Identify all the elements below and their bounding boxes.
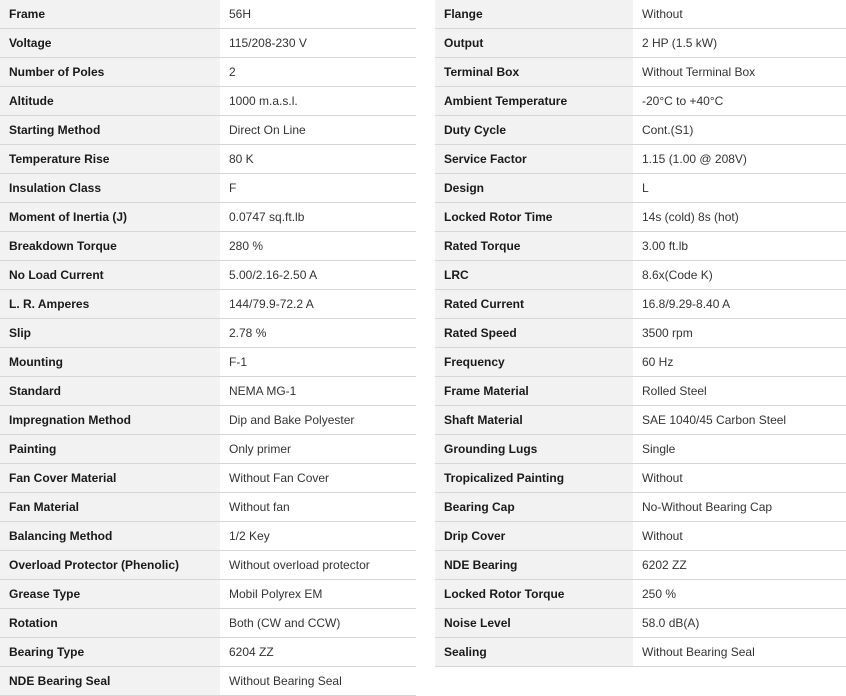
spec-label: Rotation: [0, 609, 220, 638]
spec-value: Only primer: [220, 435, 416, 464]
table-row: [0, 377, 416, 406]
table-row: [0, 0, 416, 29]
spec-value: 3500 rpm: [633, 319, 846, 348]
table-row: [0, 348, 416, 377]
spec-value: 80 K: [220, 145, 416, 174]
table-row: [435, 551, 846, 580]
spec-value: Mobil Polyrex EM: [220, 580, 416, 609]
spec-label: Drip Cover: [435, 522, 633, 551]
spec-value: 280 %: [220, 232, 416, 261]
spec-value: 5.00/2.16-2.50 A: [220, 261, 416, 290]
spec-value: 56H: [220, 0, 416, 29]
spec-value: 2: [220, 58, 416, 87]
table-row: [0, 58, 416, 87]
spec-value: Direct On Line: [220, 116, 416, 145]
spec-label: Balancing Method: [0, 522, 220, 551]
spec-label: Frame: [0, 0, 220, 29]
spec-label: Output: [435, 29, 633, 58]
spec-value: 1.15 (1.00 @ 208V): [633, 145, 846, 174]
table-row: [0, 406, 416, 435]
spec-label: Bearing Type: [0, 638, 220, 667]
right-spec-body: [435, 0, 846, 667]
spec-label: Bearing Cap: [435, 493, 633, 522]
spec-label: Breakdown Torque: [0, 232, 220, 261]
table-row: [0, 609, 416, 638]
spec-value: Single: [633, 435, 846, 464]
table-row: [0, 493, 416, 522]
table-row: [435, 58, 846, 87]
spec-value: 1000 m.a.s.l.: [220, 87, 416, 116]
spec-value: No-Without Bearing Cap: [633, 493, 846, 522]
table-row: [0, 551, 416, 580]
table-row: [435, 0, 846, 29]
spec-label: Voltage: [0, 29, 220, 58]
left-spec-table: [0, 0, 416, 696]
spec-value: Without Bearing Seal: [220, 667, 416, 696]
table-row: [435, 116, 846, 145]
spec-value: 16.8/9.29-8.40 A: [633, 290, 846, 319]
table-row: [435, 319, 846, 348]
spec-value: Without: [633, 464, 846, 493]
spec-label: LRC: [435, 261, 633, 290]
spec-label: Impregnation Method: [0, 406, 220, 435]
spec-value: F: [220, 174, 416, 203]
spec-value: -20°C to +40°C: [633, 87, 846, 116]
spec-label: Rated Current: [435, 290, 633, 319]
spec-value: 1/2 Key: [220, 522, 416, 551]
spec-label: Slip: [0, 319, 220, 348]
spec-label: Locked Rotor Time: [435, 203, 633, 232]
spec-value: Without: [633, 0, 846, 29]
table-row: [0, 145, 416, 174]
table-row: [0, 464, 416, 493]
spec-value: 8.6x(Code K): [633, 261, 846, 290]
table-row: [435, 232, 846, 261]
table-row: [435, 406, 846, 435]
spec-label: Insulation Class: [0, 174, 220, 203]
spec-label: Noise Level: [435, 609, 633, 638]
table-row: [435, 580, 846, 609]
spec-value: 6204 ZZ: [220, 638, 416, 667]
spec-value: Both (CW and CCW): [220, 609, 416, 638]
spec-value: 250 %: [633, 580, 846, 609]
spec-label: Fan Material: [0, 493, 220, 522]
spec-label: Frame Material: [435, 377, 633, 406]
spec-value: 6202 ZZ: [633, 551, 846, 580]
spec-label: Tropicalized Painting: [435, 464, 633, 493]
spec-label: NDE Bearing: [435, 551, 633, 580]
table-row: [435, 609, 846, 638]
table-row: [0, 667, 416, 696]
spec-label: Sealing: [435, 638, 633, 667]
spec-label: Frequency: [435, 348, 633, 377]
spec-value: Cont.(S1): [633, 116, 846, 145]
spec-value: Without Fan Cover: [220, 464, 416, 493]
spec-label: Shaft Material: [435, 406, 633, 435]
table-row: [435, 87, 846, 116]
table-row: [435, 203, 846, 232]
spec-value: 144/79.9-72.2 A: [220, 290, 416, 319]
spec-label: Terminal Box: [435, 58, 633, 87]
table-row: [0, 580, 416, 609]
table-row: [0, 116, 416, 145]
table-row: [435, 493, 846, 522]
table-row: [0, 522, 416, 551]
table-row: [435, 638, 846, 667]
spec-value: Without Terminal Box: [633, 58, 846, 87]
table-row: [0, 290, 416, 319]
spec-label: Starting Method: [0, 116, 220, 145]
spec-label: Painting: [0, 435, 220, 464]
spec-value: 14s (cold) 8s (hot): [633, 203, 846, 232]
spec-label: NDE Bearing Seal: [0, 667, 220, 696]
table-row: [435, 261, 846, 290]
spec-label: Duty Cycle: [435, 116, 633, 145]
spec-value: Without Bearing Seal: [633, 638, 846, 667]
spec-value: SAE 1040/45 Carbon Steel: [633, 406, 846, 435]
spec-label: Standard: [0, 377, 220, 406]
spec-value: Rolled Steel: [633, 377, 846, 406]
spec-label: Temperature Rise: [0, 145, 220, 174]
spec-value: 0.0747 sq.ft.lb: [220, 203, 416, 232]
table-row: [0, 435, 416, 464]
table-row: [0, 638, 416, 667]
spec-value: 60 Hz: [633, 348, 846, 377]
spec-value: 58.0 dB(A): [633, 609, 846, 638]
spec-label: Design: [435, 174, 633, 203]
table-row: [0, 319, 416, 348]
spec-label: Flange: [435, 0, 633, 29]
spec-label: Rated Torque: [435, 232, 633, 261]
spec-label: Moment of Inertia (J): [0, 203, 220, 232]
spec-value: Dip and Bake Polyester: [220, 406, 416, 435]
spec-label: Ambient Temperature: [435, 87, 633, 116]
table-row: [435, 29, 846, 58]
spec-label: Altitude: [0, 87, 220, 116]
spec-label: Mounting: [0, 348, 220, 377]
table-row: [435, 145, 846, 174]
table-row: [0, 232, 416, 261]
table-row: [0, 261, 416, 290]
table-row: [435, 464, 846, 493]
spec-value: 2 HP (1.5 kW): [633, 29, 846, 58]
spec-label: No Load Current: [0, 261, 220, 290]
spec-label: Service Factor: [435, 145, 633, 174]
table-row: [0, 29, 416, 58]
spec-label: Grease Type: [0, 580, 220, 609]
left-spec-body: [0, 0, 416, 696]
spec-label: L. R. Amperes: [0, 290, 220, 319]
spec-label: Overload Protector (Phenolic): [0, 551, 220, 580]
spec-value: Without: [633, 522, 846, 551]
spec-value: L: [633, 174, 846, 203]
table-row: [0, 87, 416, 116]
table-row: [435, 377, 846, 406]
spec-label: Fan Cover Material: [0, 464, 220, 493]
right-spec-table: [435, 0, 846, 667]
table-row: [0, 174, 416, 203]
table-row: [435, 174, 846, 203]
spec-value: Without overload protector: [220, 551, 416, 580]
spec-value: NEMA MG-1: [220, 377, 416, 406]
table-row: [435, 435, 846, 464]
spec-label: Grounding Lugs: [435, 435, 633, 464]
table-row: [0, 203, 416, 232]
spec-value: F-1: [220, 348, 416, 377]
table-row: [435, 522, 846, 551]
spec-value: 3.00 ft.lb: [633, 232, 846, 261]
spec-label: Number of Poles: [0, 58, 220, 87]
spec-value: Without fan: [220, 493, 416, 522]
table-row: [435, 290, 846, 319]
spec-value: 2.78 %: [220, 319, 416, 348]
spec-label: Locked Rotor Torque: [435, 580, 633, 609]
spec-label: Rated Speed: [435, 319, 633, 348]
table-row: [435, 348, 846, 377]
spec-value: 115/208-230 V: [220, 29, 416, 58]
